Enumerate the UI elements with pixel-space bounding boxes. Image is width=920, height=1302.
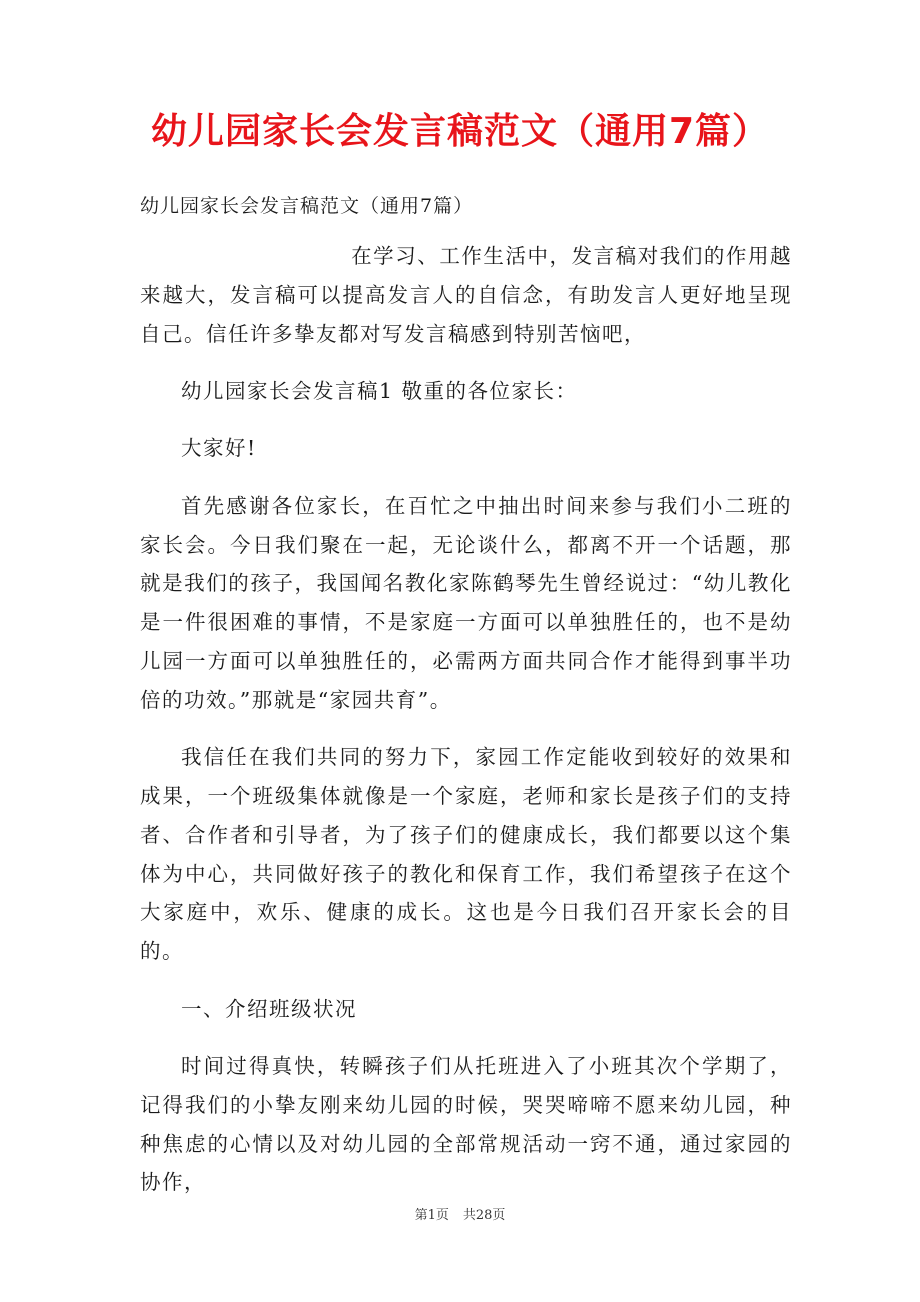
paragraph-heading-speech-1: 幼儿园家长会发言稿1 敬重的各位家长： bbox=[181, 378, 578, 403]
page-number: 第1页 bbox=[414, 1208, 449, 1223]
paragraph-greeting: 大家好! bbox=[181, 436, 257, 461]
document-body bbox=[140, 237, 792, 1221]
document-subtitle: 幼儿园家长会发言稿范文（通用7篇） bbox=[140, 195, 474, 217]
section-heading: 一、介绍班级状况 bbox=[181, 996, 357, 1021]
paragraph: 我信任在我们共同的努力下，家园工作定能收到较好的效果和成果，一个班级集体就像是一个家庭，老师和家长是孩子们的支持者、合作者和引导者，为了孩子们的健康成长，我们都要以这个集体为中心，共同做好孩子的教化和保育工作，我们希望孩子在这个大家庭中，欢乐、健康的成长。这也是今日我们召开家长会的目的。 bbox=[140, 745, 792, 964]
page-total: 共28页 bbox=[462, 1208, 506, 1223]
document-title: 幼儿园家长会发言稿范文（通用7篇） bbox=[150, 111, 770, 152]
page-footer bbox=[0, 1206, 920, 1226]
paragraph-intro: 在学习、工作生活中，发言稿对我们的作用越来越大，发言稿可以提高发言人的自信念，有助发言人更好地呈现自己。信任许多挚友都对写发言稿感到特别苦恼吧， bbox=[140, 244, 792, 346]
paragraph: 时间过得真快，转瞬孩子们从托班进入了小班其次个学期了，记得我们的小挚友刚来幼儿园的时候，哭哭啼啼不愿来幼儿园，种种焦虑的心情以及对幼儿园的全部常规活动一窍不通，通过家园的协作， bbox=[140, 1053, 792, 1195]
paragraph: 首先感谢各位家长，在百忙之中抽出时间来参与我们小二班的家长会。今日我们聚在一起，无论谈什么，都离不开一个话题，那就是我们的孩子，我国闻名教化家陈鹤琴先生曾经说过：“幼儿教化是一件很困难的事情，不是家庭一方面可以单独胜任的，也不是幼儿园一方面可以单独胜任的，必需两方面共同合作才能得到事半功倍的功效。”那就是“家园共育”。 bbox=[140, 493, 792, 712]
